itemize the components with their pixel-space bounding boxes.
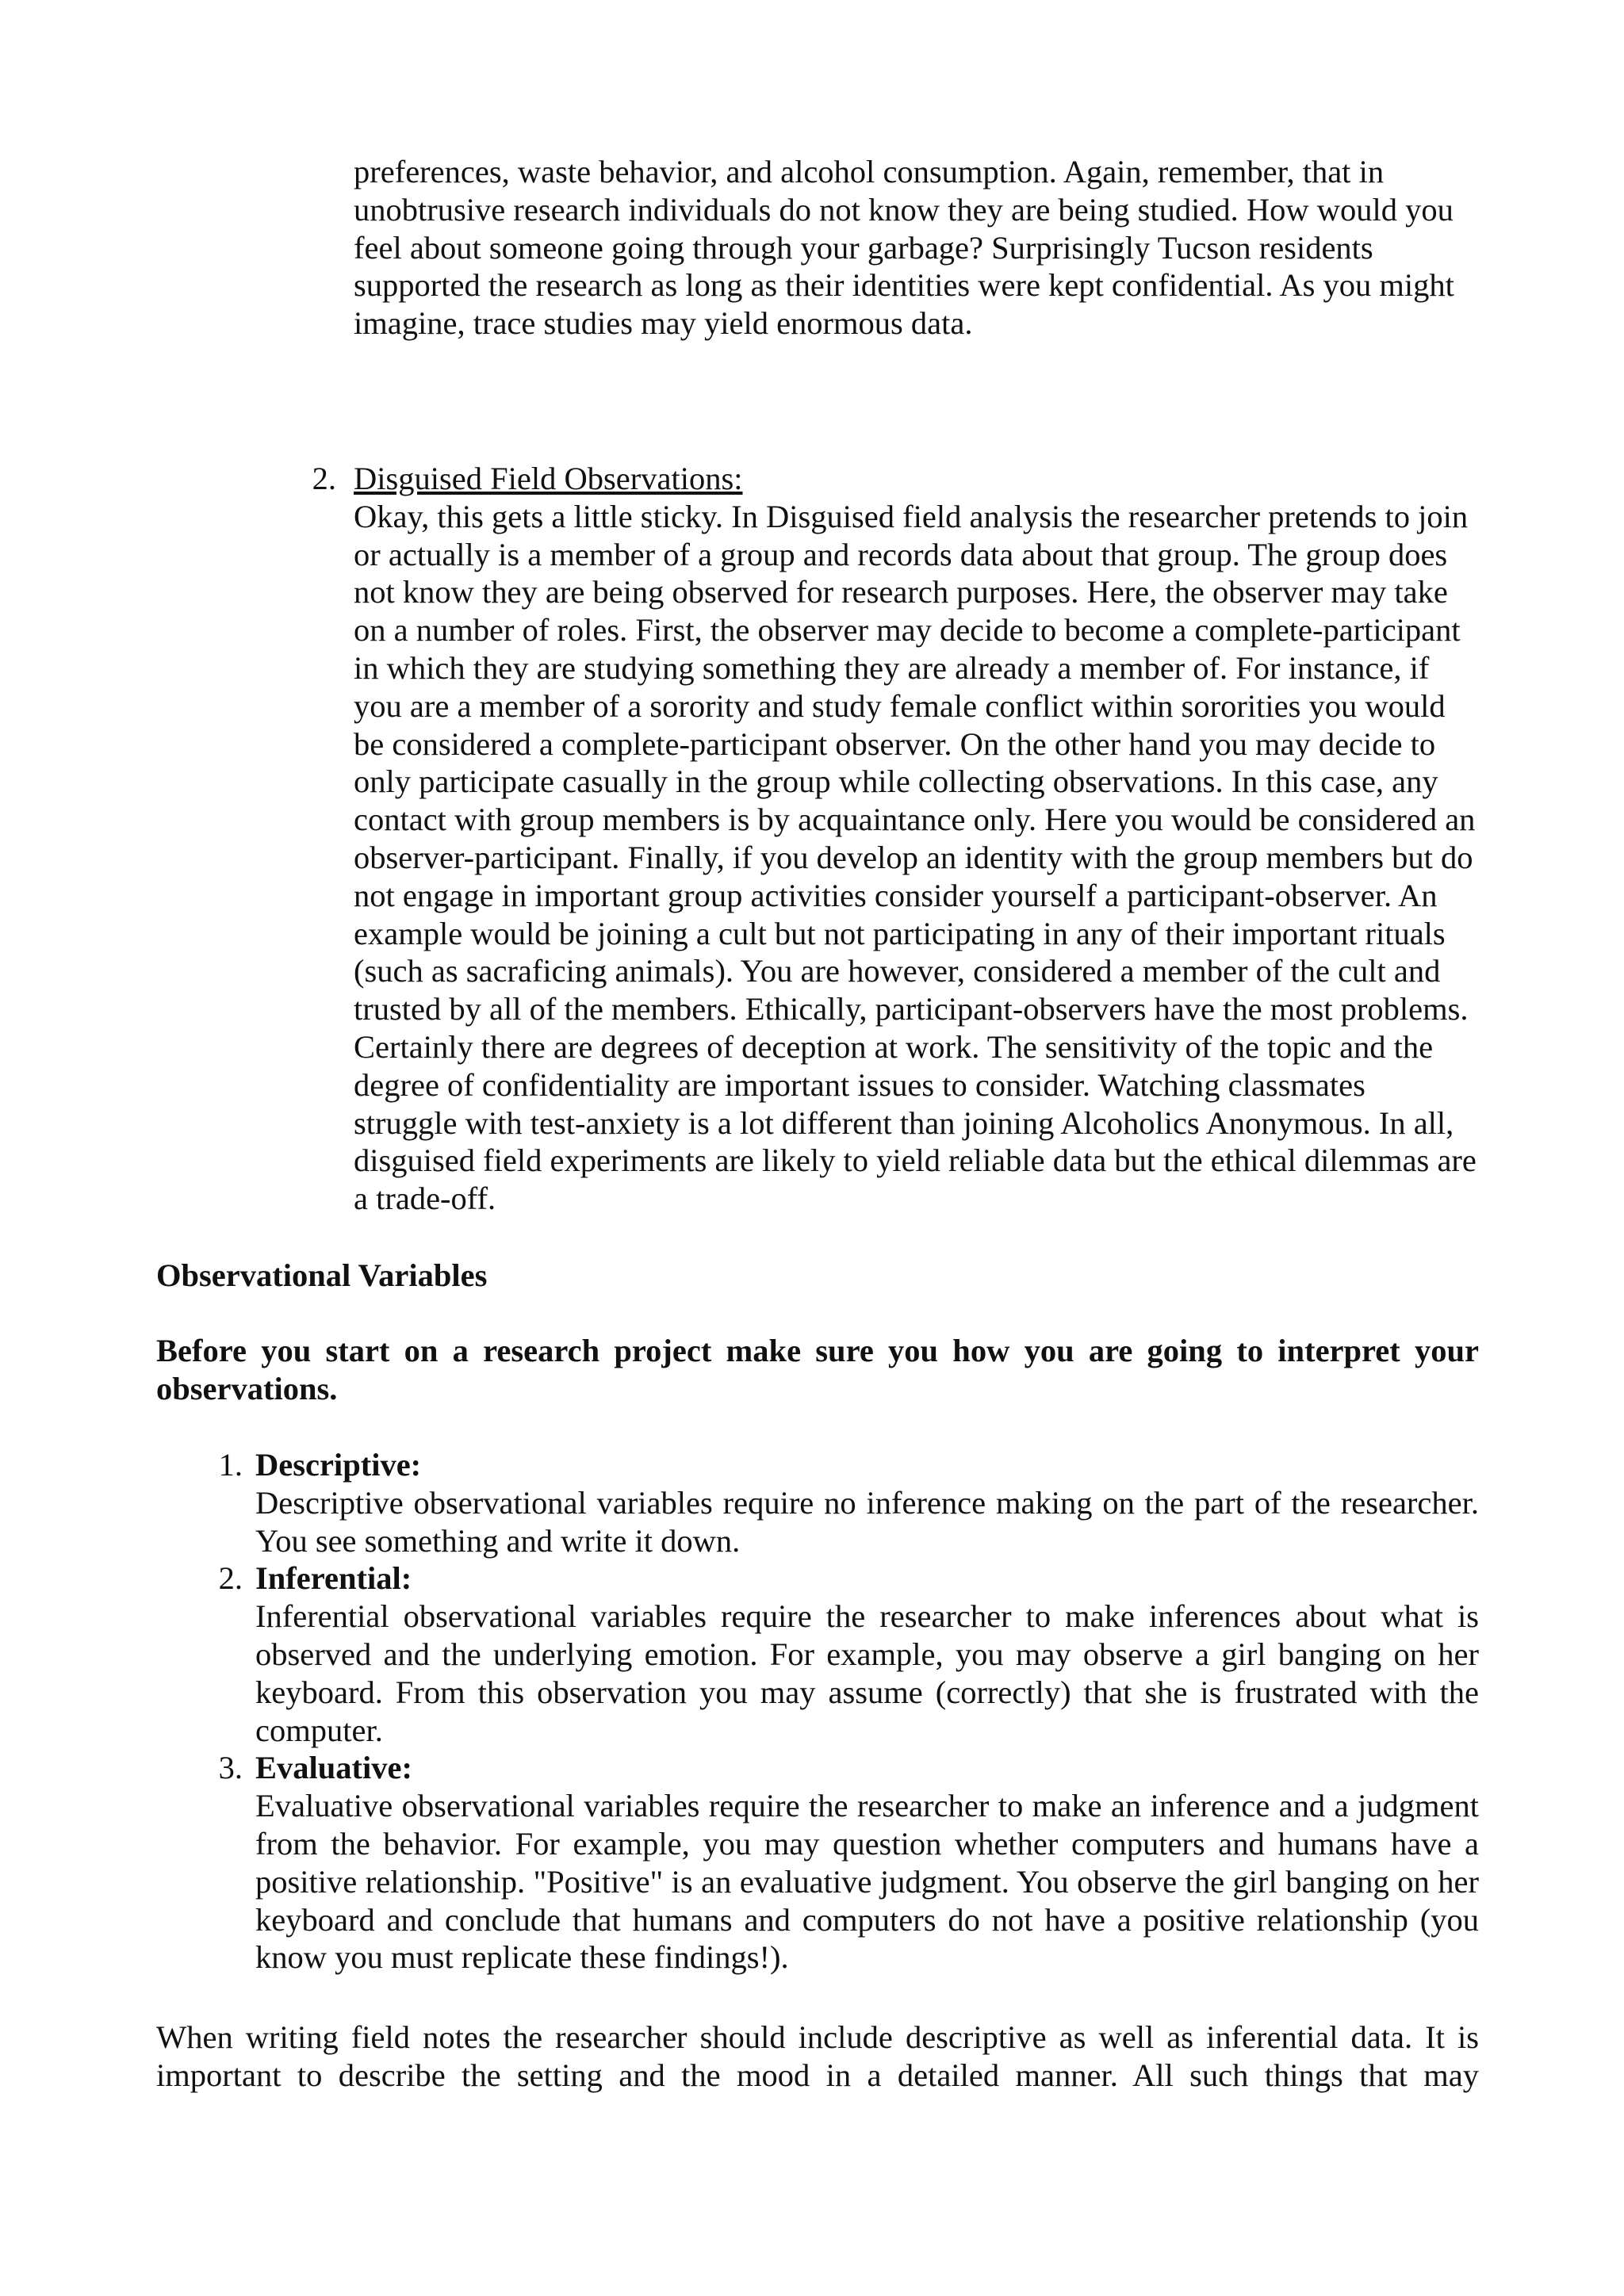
list-item-number: 1. [218,1447,243,1483]
item-2-number: 2. [312,461,336,496]
list-item-number: 2. [218,1560,243,1597]
lead-paragraph: Before you start on a research project make sure you how you are going to interpret your observations. [156,1333,1479,1406]
list-item-title: Evaluative: [255,1750,412,1786]
list-item-title: Descriptive: [255,1447,422,1483]
continuation-paragraph-text: preferences, waste behavior, and alcohol consumption. Again, remember, that in unobtrusive research individuals do not know they are being studied. How would you feel about someone going through your garbage? Surprisingly Tucson residents supported the research as long as their identities were kept confidential. As you might imagine, trace studies may yield enormous data. [354,154,1454,342]
list-item-number: 3. [218,1750,243,1786]
list-item-body: Inferential observational variables require the researcher to make inferences about what is observed and the underlying emotion. For example, you may observe a girl banging on her keyboard. From this observation you may assume (correctly) that she is frustrated with the computer. [255,1598,1479,1748]
disguised-field-observations-item [354,460,1477,1218]
list-item-body: Evaluative observational variables require the researcher to make an inference and a judgment from the behavior. For example, you may question whether computers and humans have a positive relationship. "Positive" is an evaluative judgment. You observe the girl banging on her keyboard and conclude that humans and computers do not have a positive relationship (you know you must replicate these findings!). [255,1788,1479,1976]
list-item-evaluative [218,1749,1479,1976]
list-item-body: Descriptive observational variables require no inference making on the part of the researcher. You see something and write it down. [255,1484,1479,1559]
continuation-paragraph [354,153,1477,342]
disguised-field-observations-body: Okay, this gets a little sticky. In Disguised field analysis the researcher pretends to join or actually is a member of a group and records data about that group. The group does not know they are being observed for research purposes. Here, the observer may take on a number of roles. First, the observer may decide to become a complete-participant in which they are studying something they are already a member of. For instance, if you are a member of a sorority and study female conflict within sororities you would be considered a complete-participant observer. On the other hand you may decide to only participate casually in the group while collecting observations. In this case, any contact with group members is by acquaintance only. Here you would be considered an observer-participant. Finally, if you develop an identity with the group members but do not engage in important group activities consider yourself a participant-observer. An example would be joining a cult but not participating in any of their important rituals (such as sacraficing animals). You are however, considered a member of the cult and trusted by all of the members. Ethically, participant-observers have the most problems. Certainly there are degrees of deception at work. The sensitivity of the topic and the degree of confidentiality are important issues to consider. Watching classmates struggle with test-anxiety is a lot different than joining Alcoholics Anonymous. In all, disguised field experiments are likely to yield reliable data but the ethical dilemmas are a trade-off. [354,498,1477,1217]
disguised-field-observations-title: Disguised Field Observations: [354,461,743,496]
section-heading: Observational Variables [156,1257,488,1293]
list-item-inferential [218,1559,1479,1749]
list-item-title: Inferential: [255,1560,412,1597]
list-item-descriptive [218,1446,1479,1559]
closing-paragraph: When writing field notes the researcher should include descriptive as well as inferential data. It is important to describe the setting and the mood in a detailed manner. All such things that may [156,2019,1479,2093]
observational-variables-list [218,1446,1479,1976]
